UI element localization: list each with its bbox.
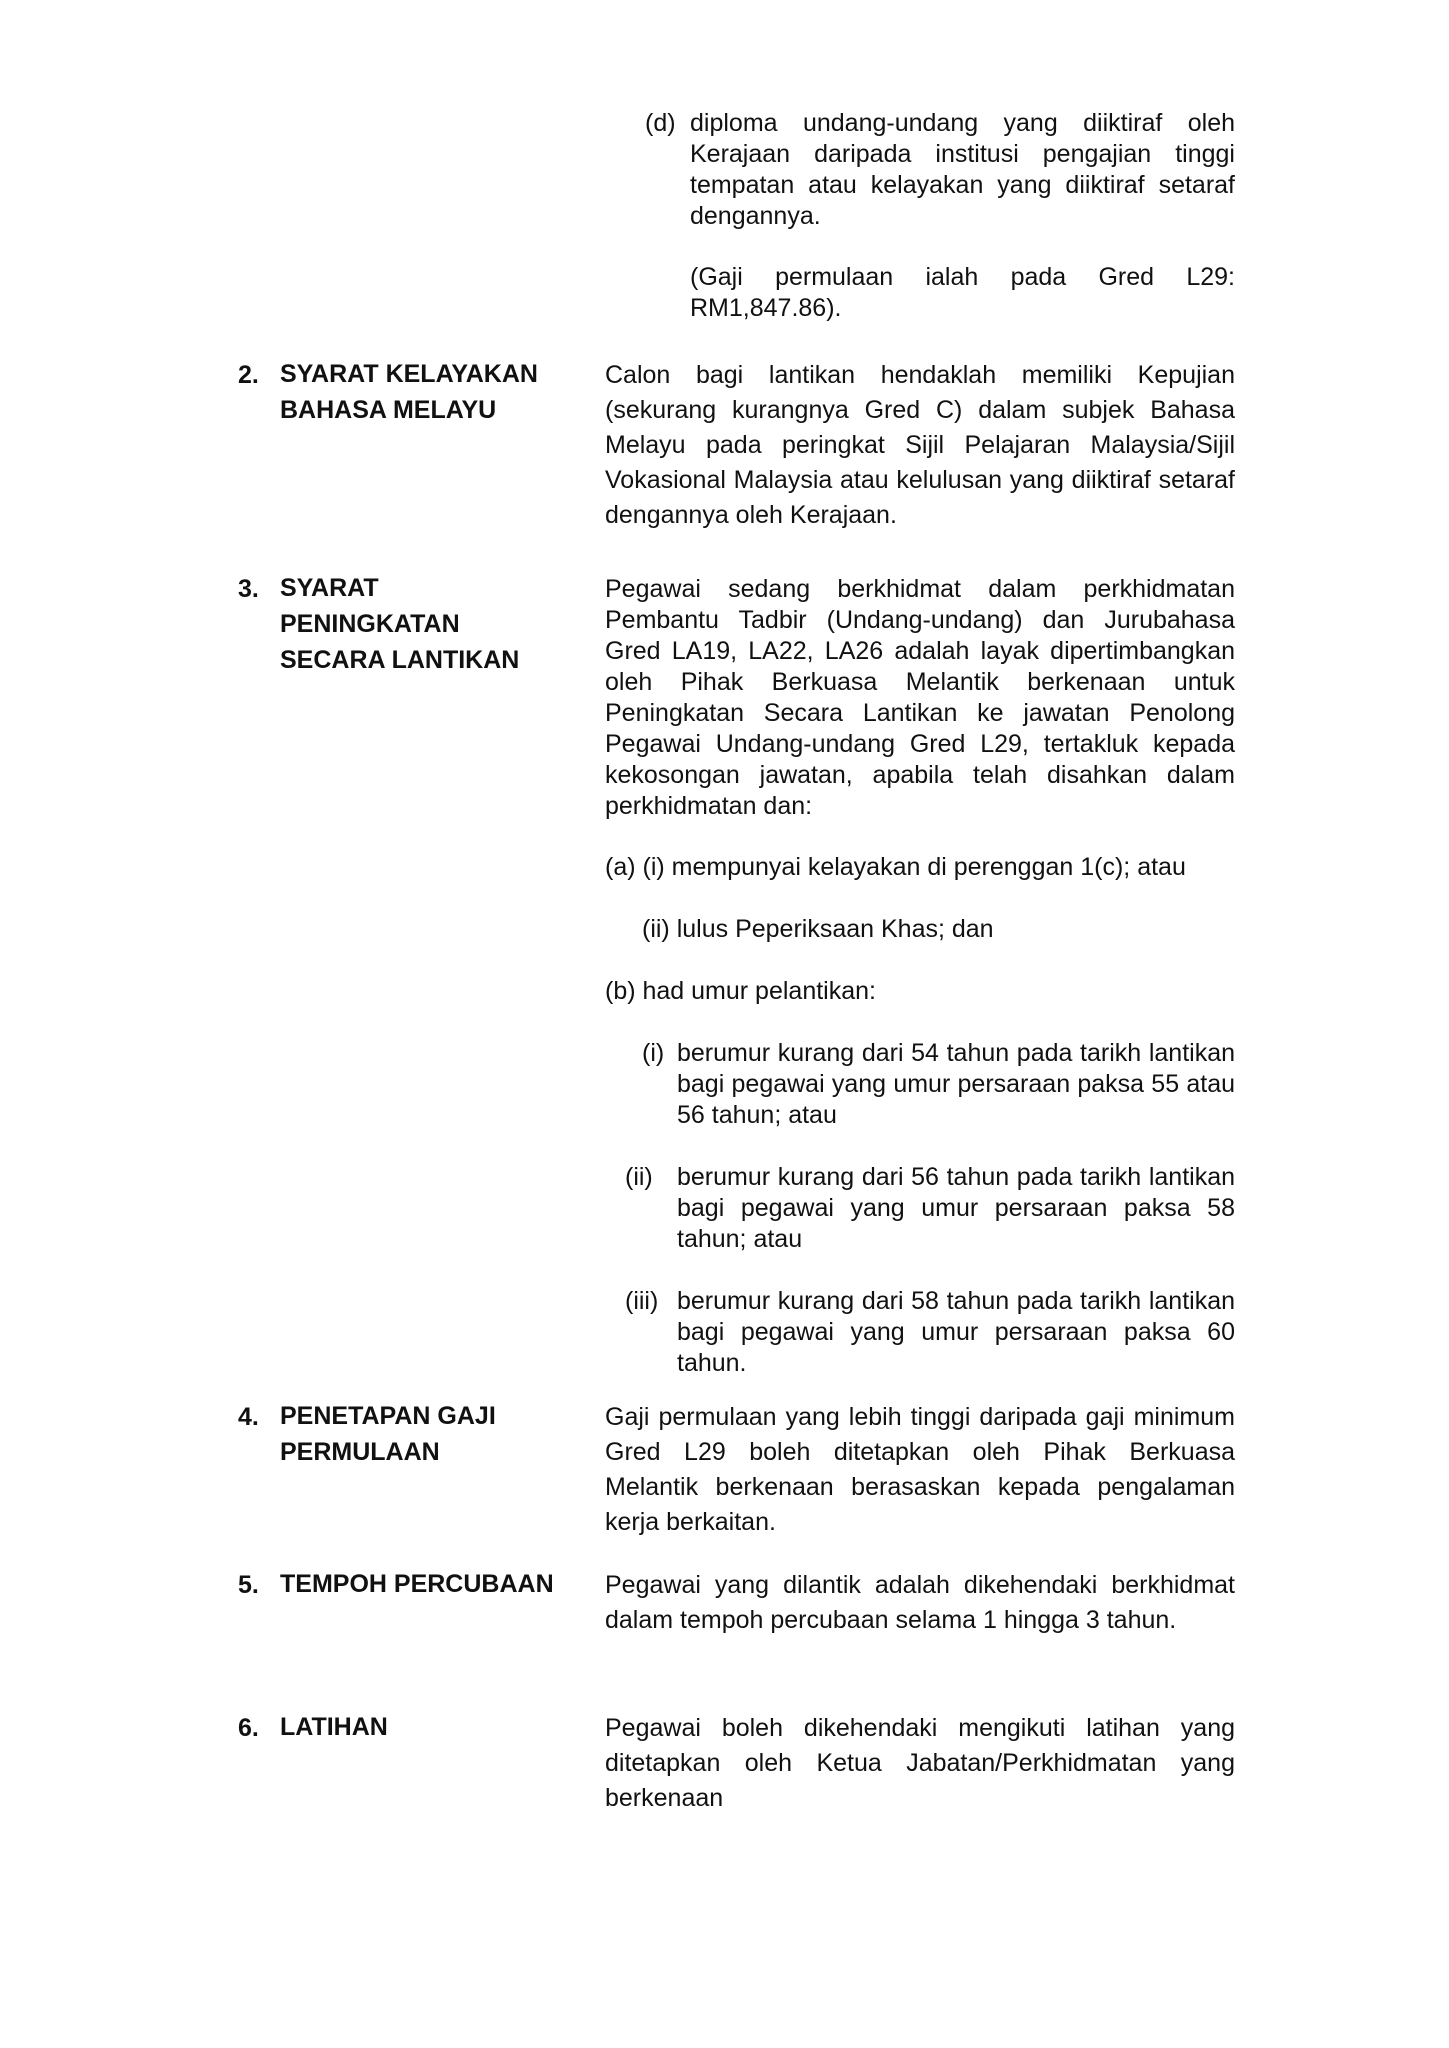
section-3-b-ii bbox=[625, 1162, 1235, 1255]
section-2-body: Calon bagi lantikan hendaklah memiliki Kepujian (sekurang kurangnya Gred C) dalam subjek Bahasa Melayu pada peringkat Sijil Pelajaran Malaysia/Sijil Vokasional Malaysia atau kelulusan yang diiktiraf setaraf dengannya oleh Kerajaan. bbox=[605, 361, 1235, 529]
section-2-number: 2. bbox=[238, 361, 259, 389]
section-3-b-i bbox=[642, 1038, 1235, 1131]
section-3-a-i: (a) (i) mempunyai kelayakan di perenggan 1(c); atau bbox=[605, 853, 1186, 881]
section-5-body: Pegawai yang dilantik adalah dikehendaki berkhidmat dalam tempoh percubaan selama 1 hingga 3 tahun. bbox=[605, 1571, 1235, 1634]
section-3-b-ii-label: (ii) bbox=[625, 1163, 653, 1191]
section-6-heading: LATIHAN bbox=[280, 1713, 388, 1741]
section-3-b: (b) had umur pelantikan: bbox=[605, 977, 876, 1005]
section-3-b-ii-text: berumur kurang dari 56 tahun pada tarikh lantikan bagi pegawai yang umur persaraan paksa 58 tahun; atau bbox=[677, 1163, 1235, 1253]
section-4-number: 4. bbox=[238, 1403, 259, 1431]
intro-item-d bbox=[645, 108, 1235, 232]
section-5-number: 5. bbox=[238, 1571, 259, 1599]
intro-item-d-text: diploma undang-undang yang diiktiraf oleh Kerajaan daripada institusi pengajian tinggi tempatan atau kelayakan yang diiktiraf setaraf dengannya. bbox=[690, 109, 1235, 230]
section-6-number: 6. bbox=[238, 1714, 259, 1742]
section-3-b-iii-text: berumur kurang dari 58 tahun pada tarikh lantikan bagi pegawai yang umur persaraan paksa 60 tahun. bbox=[677, 1287, 1235, 1377]
intro-item-d-label: (d) bbox=[645, 109, 676, 137]
section-3-number: 3. bbox=[238, 575, 259, 603]
section-3-body: Pegawai sedang berkhidmat dalam perkhidmatan Pembantu Tadbir (Undang-undang) dan Jurubahasa Gred LA19, LA22, LA26 adalah layak dipertimbangkan oleh Pihak Berkuasa Melantik berkenaan untuk Peningkatan Secara Lantikan ke jawatan Penolong Pegawai Undang-undang Gred L29, tertakluk kepada kekosongan jawatan, apabila telah disahkan dalam perkhidmatan dan: bbox=[605, 575, 1235, 820]
section-3-b-iii bbox=[625, 1286, 1235, 1379]
section-3-heading: SYARAT PENINGKATAN SECARA LANTIKAN bbox=[280, 574, 520, 674]
salary-note: (Gaji permulaan ialah pada Gred L29: RM1,847.86). bbox=[690, 263, 1235, 322]
section-5-heading: TEMPOH PERCUBAAN bbox=[280, 1570, 554, 1598]
section-2-heading: SYARAT KELAYAKAN BAHASA MELAYU bbox=[280, 360, 538, 424]
section-3-b-iii-label: (iii) bbox=[625, 1287, 659, 1315]
section-4-heading: PENETAPAN GAJI PERMULAAN bbox=[280, 1402, 496, 1466]
section-6-body: Pegawai boleh dikehendaki mengikuti latihan yang ditetapkan oleh Ketua Jabatan/Perkhidmatan yang berkenaan bbox=[605, 1714, 1235, 1812]
section-3-b-i-label: (i) bbox=[642, 1039, 665, 1067]
section-3-a-ii: (ii) lulus Peperiksaan Khas; dan bbox=[642, 915, 994, 943]
section-3-b-i-text: berumur kurang dari 54 tahun pada tarikh lantikan bagi pegawai yang umur persaraan paksa 55 atau 56 tahun; atau bbox=[677, 1039, 1235, 1129]
section-4-body: Gaji permulaan yang lebih tinggi daripada gaji minimum Gred L29 boleh ditetapkan oleh Pihak Berkuasa Melantik berkenaan berasaskan kepada pengalaman kerja berkaitan. bbox=[605, 1403, 1235, 1536]
